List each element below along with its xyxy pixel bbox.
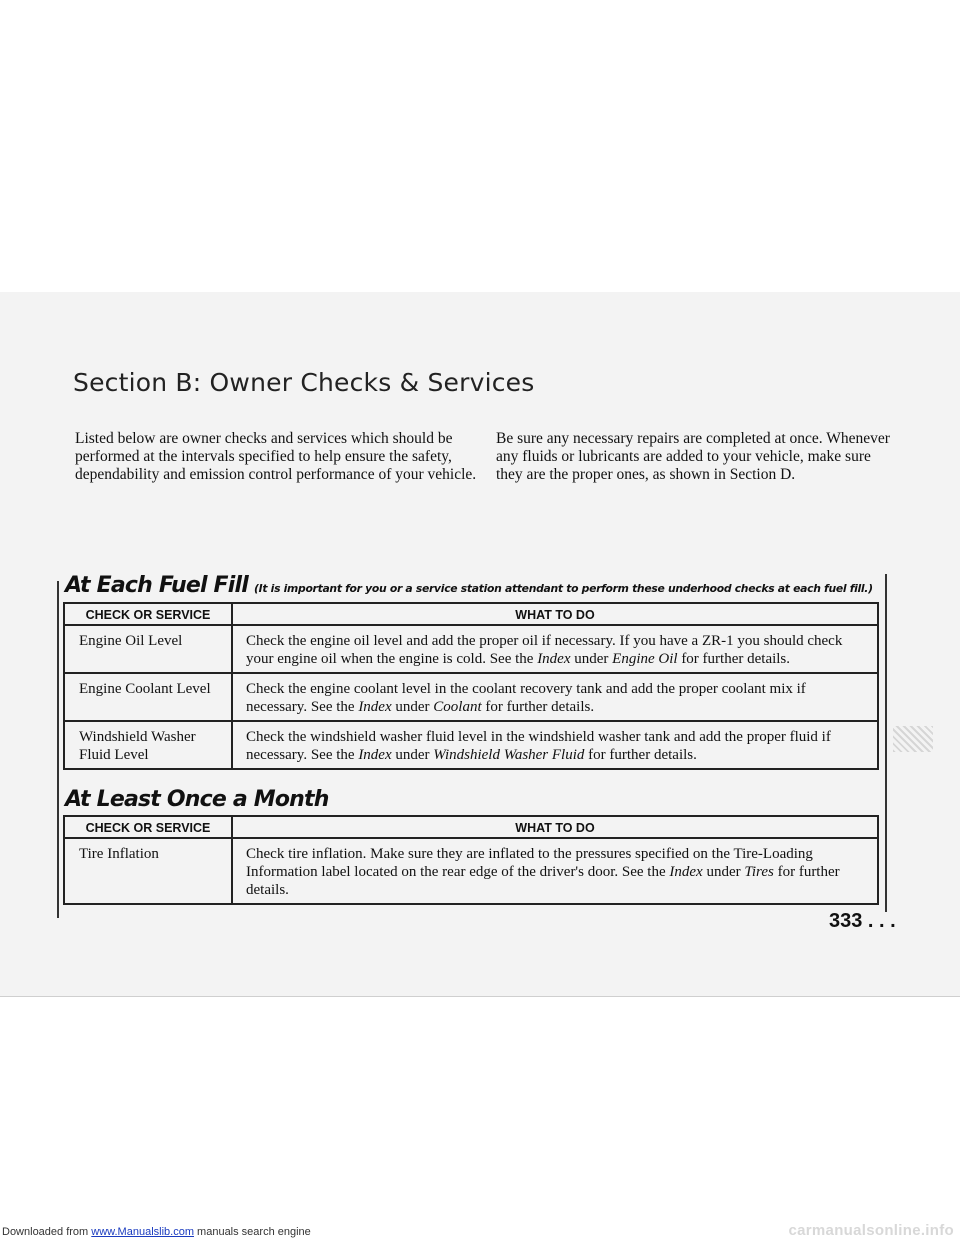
page-number: 333 . . . [829,910,896,932]
page-bottom-rule [0,996,960,997]
download-footer [2,1226,311,1238]
fuel-fill-table [63,602,879,770]
fuel-fill-heading: At Each Fuel Fill [65,573,248,598]
instruction-text: Check the windshield washer fluid level in the windshield washer tank and add the proper fluid if necessary. See the [246,729,831,763]
index-ref: Index [358,747,392,763]
tail-text: for further details. [246,864,840,898]
topic-ref: Engine Oil [612,651,678,667]
header-check-or-service: CHECK OR SERVICE [64,603,232,625]
index-ref: Index [358,699,392,715]
table-row [64,625,878,673]
section-title: Section B: Owner Checks & Services [73,368,535,397]
intro-paragraph-left: Listed below are owner checks and services which should be performed at the intervals specified to help ensure the safety, dependability and emission control performance of your vehicle. [75,430,477,483]
tail-text: for further details. [481,699,595,715]
header-check-or-service: CHECK OR SERVICE [64,816,232,838]
table-row [64,721,878,769]
margin-bar-right [885,574,887,912]
check-cell: Engine Oil Level [64,625,232,673]
instruction-text: Check tire inflation. Make sure they are inflated to the pressures specified on the Tire-Loading Information label located on the rear edge of the driver's door. See the [246,846,813,880]
margin-bar-left [57,581,59,918]
index-ref: Index [537,651,571,667]
topic-ref: Coolant [433,699,482,715]
watermark-text: carmanualsonline.info [788,1222,954,1239]
what-to-do-cell [232,673,878,721]
check-cell: Windshield Washer Fluid Level [64,721,232,769]
tail-text: for further details. [677,651,791,667]
fuel-fill-heading-row [65,573,873,598]
check-cell: Engine Coolant Level [64,673,232,721]
fuel-fill-note: (It is important for you or a service station attendant to perform these underhood checks at each fuel fill.) [254,582,873,595]
monthly-heading [65,787,329,812]
header-what-to-do: WHAT TO DO [232,816,878,838]
index-ref: Index [669,864,703,880]
downloaded-from-text: Downloaded from [2,1226,89,1238]
monthly-table [63,815,879,905]
intro-paragraph-right: Be sure any necessary repairs are completed at once. Whenever any fluids or lubricants are added to your vehicle, make sure they are the proper ones, as shown in Section D. [496,430,890,483]
under-text: under [570,651,613,667]
instruction-text: Check the engine coolant level in the coolant recovery tank and add the proper coolant mix if necessary. See the [246,681,806,715]
footer-tagline: manuals search engine [197,1226,311,1238]
topic-ref: Tires [744,864,774,880]
what-to-do-cell [232,721,878,769]
under-text: under [391,747,434,763]
table-header-row [64,603,878,625]
what-to-do-cell [232,625,878,673]
table-row [64,838,878,904]
check-cell: Tire Inflation [64,838,232,904]
manualslib-link[interactable]: www.Manualslib.com [91,1226,194,1238]
table-header-row [64,816,878,838]
under-text: under [702,864,745,880]
instruction-text: Check the engine oil level and add the proper oil if necessary. If you have a ZR-1 you should check your engine oil when the engine is cold. See the [246,633,843,667]
scan-smudge [893,726,933,752]
what-to-do-cell [232,838,878,904]
table-row [64,673,878,721]
under-text: under [391,699,434,715]
tail-text: for further details. [584,747,697,763]
topic-ref: Windshield Washer Fluid [433,747,585,763]
header-what-to-do: WHAT TO DO [232,603,878,625]
monthly-heading-text: At Least Once a Month [65,787,329,812]
